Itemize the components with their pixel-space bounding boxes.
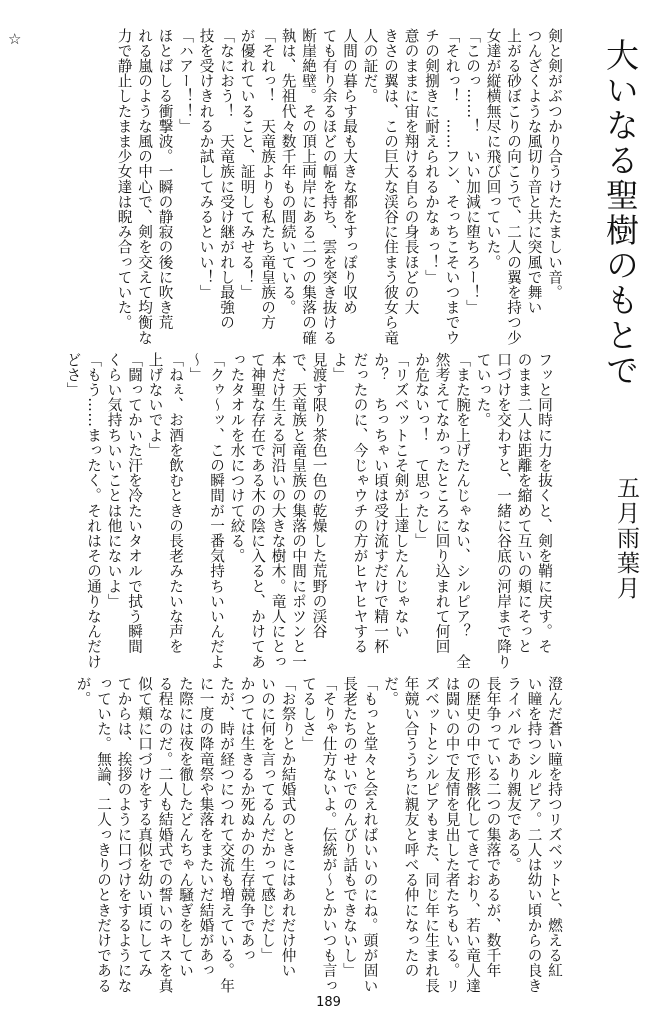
text-line: ～」: [187, 352, 205, 383]
text-line: 口づけを交わすと、一緒に谷底の河岸まで降り: [495, 352, 512, 670]
text-line: 上げないでよ」: [146, 352, 164, 458]
author-name: 五月雨葉月: [613, 476, 639, 601]
page-number: 189: [316, 995, 341, 1010]
text-line: 「もう……まったく。それはその通りなんだけ: [85, 352, 102, 670]
story-title: 大いなる聖樹のもとで: [601, 38, 640, 388]
text-line: 人の証だ。: [361, 28, 379, 104]
text-line: が。: [74, 676, 92, 707]
text-line: ったタオルを水につけて絞る。: [228, 352, 246, 564]
text-line: たが、時が経つにつれて交流も増えている。年: [218, 676, 235, 994]
text-line: 「お祭りとか結婚式のときにはあれだけ仲い: [279, 676, 297, 978]
text-line: 「それっ！ ……フン、そっちこそいつまでウ: [443, 28, 461, 346]
text-line: 「そりゃ仕方ないよ。伝統が～とかいつも言っ: [320, 676, 338, 994]
text-block-bottom: [44, 676, 564, 994]
text-line: 「クゥ～ッ、この瞬間が一番気持ちいいんだよ: [208, 352, 225, 670]
text-line: 「闘ってかいた汗を冷たいタオルで拭う瞬間: [126, 352, 143, 654]
text-line: 力で静止したまま少女達は睨み合っていた。: [115, 28, 133, 330]
text-line: 本だけ生える河沿いの大きな樹木。竜人にとっ: [269, 352, 287, 670]
text-line: た際には夜を徹したどんちゃん騒ぎをしてい: [177, 676, 194, 978]
text-line: くらい気持ちいいことは他にないよ」: [105, 352, 123, 609]
text-line: は闘いの中で友情を見出した者たちもいる。リ: [443, 676, 461, 994]
text-line: きさの翼は、この巨大な渓谷に住まう彼女ら竜: [382, 28, 399, 346]
text-block-middle: [44, 352, 554, 670]
text-line: る程なのだ。二人も結婚式での誓いのキスを真: [156, 676, 174, 994]
text-line: 「リズベットこそ剣が上達したんじゃない: [392, 352, 410, 639]
text-line: のまま二人は距離を縮めて互いの頬にそっと: [515, 352, 533, 654]
text-line: いのに何を言ってるんだかって感じだし」: [259, 676, 276, 963]
text-line: チの剣捌きに耐えられるかなぁっ！」: [423, 28, 440, 285]
text-line: か？ ちっちゃい頃は受け流すだけで精一杯: [372, 352, 389, 654]
text-line: 見渡す限り茶色一色の乾燥した荒野の渓谷: [310, 352, 328, 639]
text-line: 技を受けきれるか試してみるといい！」: [197, 28, 215, 300]
text-line: 似て頬に口づけをする真似を幼い頃にしてみ: [136, 676, 153, 978]
text-line: 「それっ！ 天竜族よりも私たち竜皇族の方: [259, 28, 276, 330]
text-line: の歴史の中で形骸化してきており、若い竜人達: [464, 676, 481, 994]
text-line: 断崖絶壁。その頂上両岸にある二つの集落の確: [300, 28, 317, 346]
text-line: フッと同時に力を抜くと、剣を鞘に戻す。そ: [536, 352, 553, 654]
text-line: い瞳を持つシルピア。二人は幼い頃からの良き: [525, 676, 543, 994]
text-line: が優れていること、証明してみせる！」: [238, 28, 256, 300]
text-line: で、天竜族と竜皇族の集落の中間にポツンと一: [290, 352, 307, 670]
text-line: ほとばしる衝撃波。一瞬の静寂の後に吹き荒: [156, 28, 174, 330]
text-line: 「もっと堂々と会えればいいのにね。頭が固い: [361, 676, 379, 994]
text-line: 澄んだ蒼い瞳を持つリズベットと、燃える紅: [546, 676, 563, 978]
text-line: だ。: [382, 676, 399, 707]
text-line: 「ねぇ、お酒を飲むときの長老みたいな声を: [167, 352, 184, 654]
text-line: て神聖な存在である木の陰に入ると、かけてあ: [249, 352, 266, 670]
text-line: どさ」: [64, 352, 82, 398]
text-line: 「また腕を上げたんじゃない、シルピア？ 全: [454, 352, 471, 670]
text-block-top: [44, 28, 564, 346]
text-line: 「このっ……！ いい加減に堕ちろー！」: [464, 28, 481, 315]
text-line: 「なにおう！ 天竜族に受け継がれし最強の: [218, 28, 235, 330]
text-line: 意のままに宙を翔ける自らの身長ほどの大: [402, 28, 420, 315]
text-line: 女達が縦横無尽に飛び回っていた。: [484, 28, 502, 270]
text-line: 人間の暮らす最も大きな都をすっぽり収め: [341, 28, 358, 315]
text-line: ていった。: [474, 352, 492, 428]
text-line: っていた。無論、二人っきりのときだけである: [95, 676, 112, 994]
text-line: てるしさ」: [300, 676, 317, 752]
text-line: かつては生きるか死ぬかの生存競争であっ: [238, 676, 256, 963]
text-line: ても有り余るほどの幅を持ち、雲を突き抜ける: [320, 28, 338, 346]
text-line: 然考えてなかったところに回り込まれて何回: [433, 352, 451, 654]
text-line: よ」: [331, 352, 348, 383]
text-line: 年競い合ううちに親友と呼べる仲になったの: [402, 676, 420, 978]
text-line: ズベットとシルピアもまた、同じ年に生まれ長: [423, 676, 440, 994]
text-line: 剣と剣がぶつかり合うけたたましい音。: [546, 28, 563, 300]
text-line: か危ないっ！ て思ったし」: [413, 352, 430, 549]
text-line: に一度の降竜祭や集落をまたいだ結婚があっ: [197, 676, 215, 978]
text-line: つんざくような風切り音と共に突風で舞い: [525, 28, 543, 315]
text-line: 上がる砂ぼこりの向こうで、二人の翼を持つ少: [505, 28, 522, 346]
text-line: 長年争っている二つの集落であるが、数千年: [484, 676, 502, 978]
text-line: てからは、挨拶のように口づけをするようにな: [115, 676, 133, 994]
text-line: 執は、先祖代々数千年もの間続いている。: [279, 28, 297, 315]
text-line: 「ハアー！！」: [177, 28, 194, 134]
star-mark: ☆: [8, 30, 22, 48]
text-line: だったのに、今じゃウチの方がヒヤヒヤする: [351, 352, 369, 654]
text-line: ライバルであり親友である。: [505, 676, 522, 873]
text-line: れる嵐のような風の中心で、剣を交えて均衡な: [136, 28, 153, 346]
text-line: 長老たちのせいでのんびり話もできないし」: [341, 676, 358, 978]
